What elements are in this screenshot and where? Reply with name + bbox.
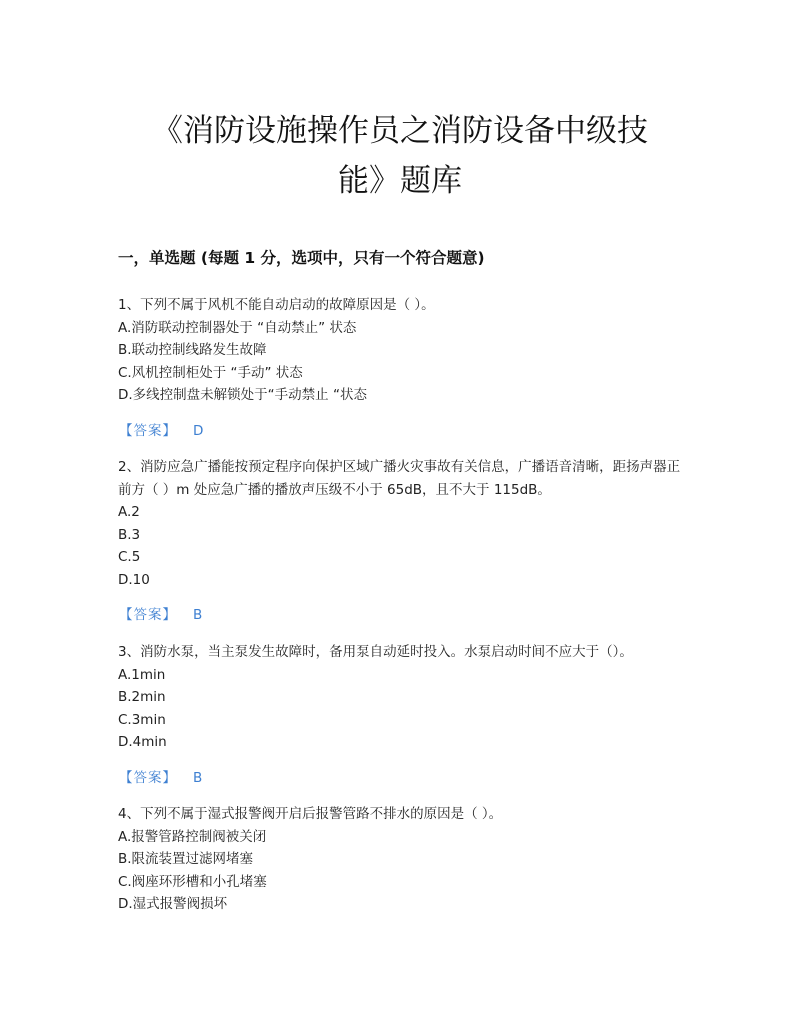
answer-label: 【答案】 xyxy=(119,422,177,439)
question-3-option-c: C.3min xyxy=(118,711,166,728)
section-heading: 一，单选题 (每题 1 分，选项中，只有一个符合题意) xyxy=(118,249,485,267)
question-2-text: 2、消防应急广播能按预定程序向保护区域广播火灾事故有关信息，广播语音清晰，距扬声器正前方（ ）m 处应急广播的播放声压级不小于 65dB，且不大于 115dB。 xyxy=(118,459,681,498)
answer-label: 【答案】 xyxy=(119,769,177,786)
question-1-answer xyxy=(118,420,683,442)
question-2-option-b: B.3 xyxy=(118,526,141,543)
question-1-option-c: C.风机控制柜处于 “手动” 状态 xyxy=(118,364,303,381)
question-3 xyxy=(118,641,683,789)
question-1-option-b: B.联动控制线路发生故障 xyxy=(118,342,267,358)
document-title xyxy=(110,106,690,206)
question-4 xyxy=(118,803,683,916)
question-3-option-b: B.2min xyxy=(118,689,166,705)
question-3-option-a: A.1min xyxy=(118,666,166,683)
question-4-option-c: C.阀座环形槽和小孔堵塞 xyxy=(118,873,267,890)
question-4-option-b: B.限流装置过滤网堵塞 xyxy=(118,851,254,867)
question-1-text: 1、下列不属于风机不能自动启动的故障原因是（ ）。 xyxy=(118,297,435,313)
document-title-line-2: 能》题库 xyxy=(338,163,462,199)
answer-label: 【答案】 xyxy=(119,607,177,623)
answer-value: B xyxy=(193,607,203,623)
answer-value: B xyxy=(193,769,203,786)
question-2-option-d: D.10 xyxy=(118,571,150,588)
question-2-option-a: A.2 xyxy=(118,504,140,520)
question-4-option-a: A.报警管路控制阀被关闭 xyxy=(118,828,267,845)
question-1-option-a: A.消防联动控制器处于 “自动禁止” 状态 xyxy=(118,319,357,336)
question-3-option-d: D.4min xyxy=(118,734,167,750)
question-4-option-d: D.湿式报警阀损坏 xyxy=(118,896,228,912)
question-4-text: 4、下列不属于湿式报警阀开启后报警管路不排水的原因是（ ）。 xyxy=(118,806,503,822)
question-2-answer xyxy=(118,604,683,626)
question-3-answer xyxy=(118,767,683,789)
question-2 xyxy=(118,456,683,626)
question-1 xyxy=(118,294,683,442)
question-3-text: 3、消防水泵，当主泵发生故障时，备用泵自动延时投入。水泵启动时间不应大于（）。 xyxy=(118,644,633,660)
answer-value: D xyxy=(193,422,204,439)
question-2-option-c: C.5 xyxy=(118,549,141,565)
question-1-option-d: D.多线控制盘未解锁处于“手动禁止 “状态 xyxy=(118,387,367,403)
document-title-line-1: 《消防设施操作员之消防设备中级技 xyxy=(152,113,648,149)
